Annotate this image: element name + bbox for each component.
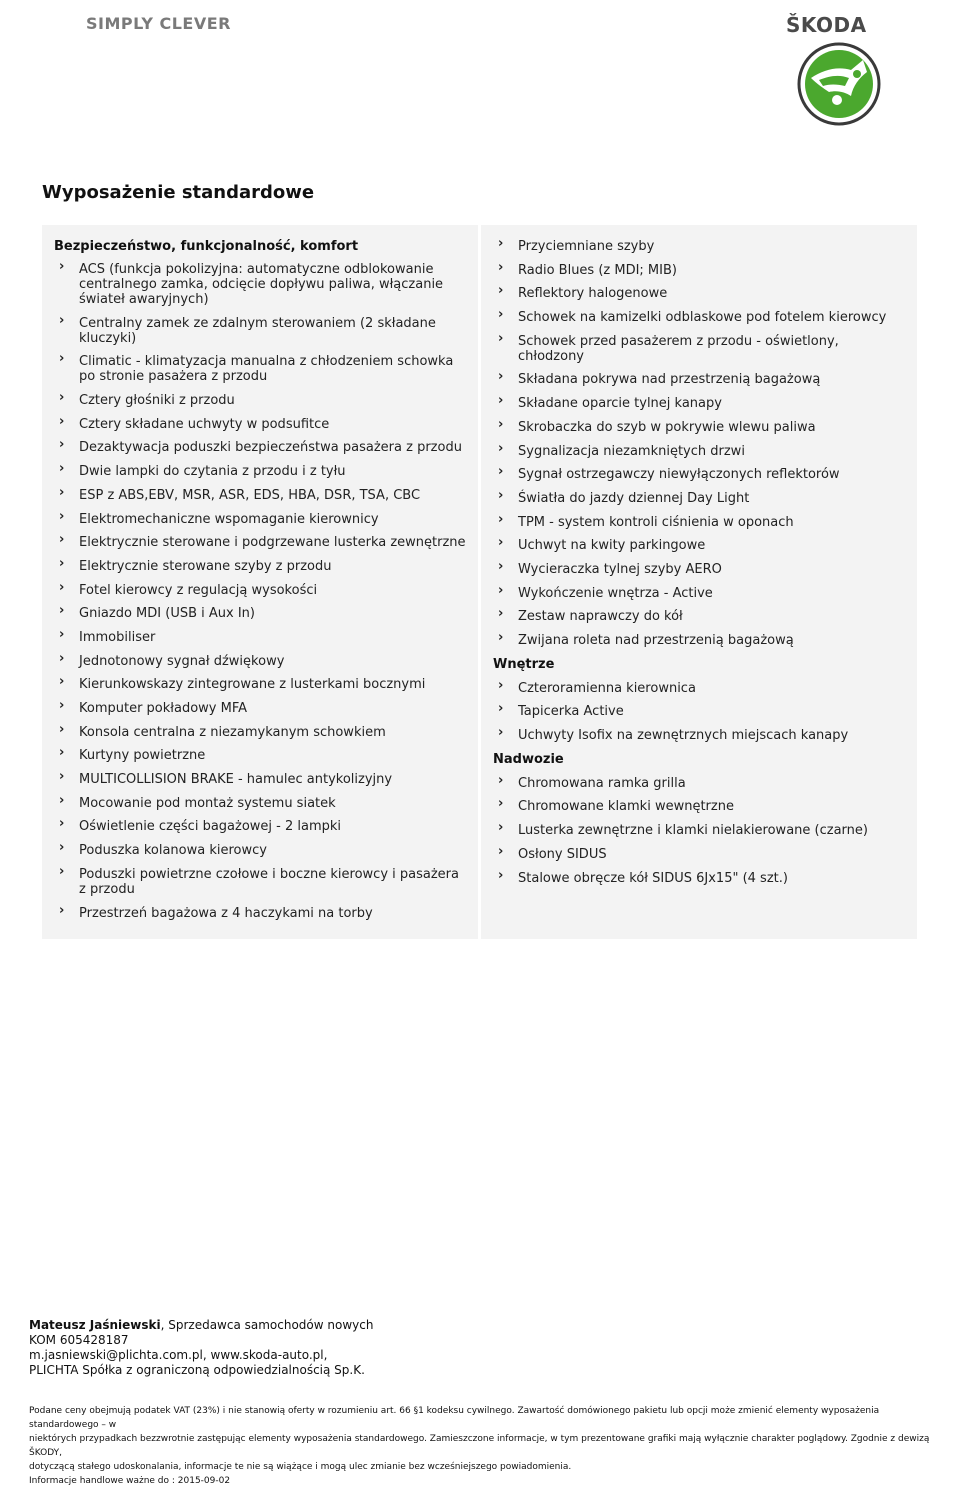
list-item [54, 840, 466, 859]
contact-email-web: m.jasniewski@plichta.com.pl, www.skoda-auto.pl, [29, 1348, 328, 1362]
chevron-right-icon: › [498, 606, 504, 622]
list-item [493, 677, 905, 696]
chevron-right-icon: › [498, 772, 504, 788]
list-item [54, 626, 466, 645]
disclaimer [29, 1404, 939, 1488]
chevron-right-icon: › [59, 745, 65, 761]
contact-phone: KOM 605428187 [29, 1333, 129, 1347]
contact-name-line [29, 1318, 939, 1333]
list-item [54, 484, 466, 503]
list-item-text: Radio Blues (z MDI; MIB) [518, 262, 677, 278]
list-item-text: Uchwyty Isofix na zewnętrznych miejscach kanapy [518, 728, 849, 744]
chevron-right-icon: › [59, 508, 65, 524]
chevron-right-icon: › [498, 416, 504, 432]
list-item [493, 843, 905, 862]
list-item [493, 236, 905, 254]
equipment-list-body [493, 772, 905, 886]
list-item-text: Wykończenie wnętrza - Active [518, 585, 713, 601]
validity-date: Informacje handlowe ważne do : 2015-09-02 [29, 1476, 231, 1486]
list-item [493, 867, 905, 886]
list-item-text: Przyciemniane szyby [518, 239, 655, 254]
list-item-text: Elektrycznie sterowane szyby z przodu [79, 558, 332, 574]
equipment-panel-left [42, 225, 478, 939]
chevron-right-icon: › [59, 650, 65, 666]
list-item-text: Chromowane klamki wewnętrzne [518, 799, 734, 815]
chevron-right-icon: › [498, 820, 504, 836]
chevron-right-icon: › [59, 413, 65, 429]
list-item [54, 413, 466, 432]
list-item-text: Centralny zamek ze zdalnym sterowaniem (2 składane kluczyki) [79, 315, 436, 346]
section-heading-safety: Bezpieczeństwo, funkcjonalność, komfort [54, 239, 359, 254]
list-item-text: Poduszki powietrzne czołowe i boczne kierowcy i pasażera z przodu [79, 866, 459, 897]
list-item [54, 508, 466, 527]
chevron-right-icon: › [59, 840, 65, 856]
list-item [493, 369, 905, 388]
list-item-text: Stalowe obręcze kół SIDUS 6Jx15" (4 szt.) [518, 870, 788, 886]
contact-role: , Sprzedawca samochodów nowych [160, 1318, 374, 1332]
chevron-right-icon: › [498, 558, 504, 574]
chevron-right-icon: › [498, 843, 504, 859]
list-item-text: Skrobaczka do szyb w pokrywie wlewu paliwa [518, 419, 816, 435]
list-item-text: Gniazdo MDI (USB i Aux In) [79, 606, 255, 622]
list-item-text: Climatic - klimatyzacja manualna z chłodzeniem schowka po stronie pasażera z przodu [79, 354, 454, 385]
chevron-right-icon: › [498, 701, 504, 717]
chevron-right-icon: › [498, 393, 504, 409]
list-item-text: Sygnał ostrzegawczy niewyłączonych reflektorów [518, 467, 840, 483]
list-item [493, 511, 905, 530]
chevron-right-icon: › [498, 511, 504, 527]
list-item-text: Osłony SIDUS [518, 846, 607, 862]
chevron-right-icon: › [59, 792, 65, 808]
list-item [493, 725, 905, 744]
list-item [54, 863, 466, 897]
chevron-right-icon: › [59, 437, 65, 453]
equipment-list-interior [493, 677, 905, 744]
list-item-text: Poduszka kolanowa kierowcy [79, 843, 267, 859]
list-item [54, 555, 466, 574]
list-item-text: Składana pokrywa nad przestrzenią bagażową [518, 372, 821, 388]
list-item-text: Wycieraczka tylnej szyby AERO [518, 561, 722, 577]
chevron-right-icon: › [498, 236, 504, 251]
equipment-list-right [493, 236, 905, 648]
list-item-text: Kierunkowskazy zintegrowane z lusterkami bocznymi [79, 677, 426, 693]
list-item [54, 390, 466, 409]
list-item-text: Lusterka zewnętrzne i klamki nielakierowane (czarne) [518, 823, 868, 839]
chevron-right-icon: › [498, 330, 504, 346]
list-item-text: Konsola centralna z niezamykanym schowkiem [79, 724, 386, 740]
list-item-text: Elektromechaniczne wspomaganie kierownicy [79, 511, 379, 527]
chevron-right-icon: › [59, 769, 65, 785]
chevron-right-icon: › [59, 863, 65, 879]
list-item [54, 792, 466, 811]
list-item [54, 745, 466, 764]
list-item [493, 330, 905, 364]
list-item [54, 437, 466, 456]
chevron-right-icon: › [59, 484, 65, 500]
chevron-right-icon: › [59, 259, 65, 274]
list-item-text: Elektrycznie sterowane i podgrzewane lusterka zewnętrzne [79, 535, 466, 551]
footer [29, 1318, 939, 1488]
brand-name: ŠKODA [786, 13, 867, 37]
list-item-text: Czteroramienna kierownica [518, 680, 696, 696]
list-item-text: Schowek przed pasażerem z przodu - oświetlony, chłodzony [518, 333, 839, 364]
list-item [493, 259, 905, 278]
chevron-right-icon: › [498, 796, 504, 812]
chevron-right-icon: › [59, 816, 65, 832]
list-item [54, 579, 466, 598]
list-item-text: Jednotonowy sygnał dźwiękowy [79, 653, 285, 669]
chevron-right-icon: › [59, 721, 65, 737]
chevron-right-icon: › [498, 535, 504, 551]
chevron-right-icon: › [498, 725, 504, 741]
list-item [54, 532, 466, 551]
list-item-text: Immobiliser [79, 629, 156, 645]
chevron-right-icon: › [59, 461, 65, 477]
list-item [54, 902, 466, 921]
list-item [54, 698, 466, 716]
tagline: SIMPLY CLEVER [86, 14, 231, 33]
list-item-text: Składane oparcie tylnej kanapy [518, 396, 722, 412]
list-item [54, 650, 466, 669]
contact-block [29, 1318, 939, 1378]
list-item-text: Cztery składane uchwyty w podsufitce [79, 416, 330, 432]
chevron-right-icon: › [59, 555, 65, 571]
list-item [493, 772, 905, 791]
contact-company: PLICHTA Spółka z ograniczoną odpowiedzialnością Sp.K. [29, 1363, 365, 1377]
chevron-right-icon: › [498, 867, 504, 883]
skoda-logo-icon [797, 42, 881, 126]
list-item-text: Zestaw naprawczy do kół [518, 609, 683, 625]
list-item [54, 312, 466, 346]
list-item [493, 535, 905, 554]
list-item [493, 701, 905, 720]
list-item-text: Chromowana ramka grilla [518, 775, 686, 791]
chevron-right-icon: › [59, 312, 65, 328]
list-item [493, 582, 905, 601]
list-item-text: Reflektory halogenowe [518, 286, 668, 302]
list-item-text: Schowek na kamizelki odblaskowe pod fotelem kierowcy [518, 310, 887, 326]
list-item-text: Światła do jazdy dziennej Day Light [518, 490, 750, 506]
chevron-right-icon: › [498, 582, 504, 598]
list-item [54, 721, 466, 740]
chevron-right-icon: › [498, 464, 504, 480]
chevron-right-icon: › [59, 698, 65, 713]
list-item [54, 769, 466, 788]
list-item [493, 558, 905, 577]
chevron-right-icon: › [59, 532, 65, 548]
list-item [493, 606, 905, 625]
chevron-right-icon: › [498, 440, 504, 456]
disclaimer-line-2: niektórych przypadkach bezzwrotnie zastępując elementy wyposażenia standardowego. Zamieszczone informacje, w tym prezentowane grafiki mają wyłącznie charakter poglądowy. Zgodnie z dewizą ŠKODY, [29, 1434, 930, 1458]
chevron-right-icon: › [59, 603, 65, 619]
list-item [54, 674, 466, 693]
chevron-right-icon: › [59, 579, 65, 595]
list-item-text: Przestrzeń bagażowa z 4 haczykami na torby [79, 905, 373, 921]
equipment-panel-right [481, 225, 917, 939]
list-item [493, 393, 905, 412]
list-item-text: Dezaktywacja poduszki bezpieczeństwa pasażera z przodu [79, 440, 462, 456]
section-heading-body: Nadwozie [493, 751, 564, 767]
list-item-text: Dwie lampki do czytania z przodu i z tyłu [79, 464, 346, 480]
list-item-text: Zwijana roleta nad przestrzenią bagażową [518, 633, 794, 648]
chevron-right-icon: › [59, 351, 65, 367]
chevron-right-icon: › [498, 487, 504, 503]
chevron-right-icon: › [498, 677, 504, 693]
list-item-text: Fotel kierowcy z regulacją wysokości [79, 582, 318, 598]
disclaimer-line-3: dotyczącą stałego udoskonalania, informacje te nie są wiążące i mogą ulec zmianie bez wcześniejszego powiadomienia. [29, 1462, 572, 1472]
list-item [493, 283, 905, 302]
list-item-text: Mocowanie pod montaż systemu siatek [79, 795, 336, 811]
list-item [493, 416, 905, 435]
chevron-right-icon: › [498, 369, 504, 385]
list-item-text: ESP z ABS,EBV, MSR, ASR, EDS, HBA, DSR, TSA, CBC [79, 487, 421, 503]
list-item-text: MULTICOLLISION BRAKE - hamulec antykolizyjny [79, 772, 393, 788]
list-item [493, 630, 905, 648]
list-item-text: Kurtyny powietrzne [79, 748, 206, 764]
list-item-text: ACS (funkcja pokolizyjna: automatyczne odblokowanie centralnego zamka, odcięcie dopływu paliwa, włączanie świateł awaryjnych) [79, 262, 444, 307]
list-item [54, 461, 466, 480]
chevron-right-icon: › [59, 390, 65, 406]
list-item-text: Tapicerka Active [518, 704, 624, 720]
list-item-text: Uchwyt na kwity parkingowe [518, 538, 706, 554]
chevron-right-icon: › [498, 259, 504, 275]
list-item-text: Oświetlenie części bagażowej - 2 lampki [79, 819, 342, 835]
contact-name: Mateusz Jaśniewski [29, 1318, 161, 1332]
chevron-right-icon: › [59, 902, 65, 918]
list-item [54, 259, 466, 307]
list-item [493, 820, 905, 839]
list-item [493, 487, 905, 506]
list-item [493, 307, 905, 326]
equipment-list-left [54, 259, 466, 921]
chevron-right-icon: › [59, 674, 65, 690]
list-item [493, 464, 905, 483]
list-item-text: Cztery głośniki z przodu [79, 393, 235, 409]
list-item [54, 603, 466, 622]
list-item-text: Komputer pokładowy MFA [79, 701, 248, 716]
list-item-text: TPM - system kontroli ciśnienia w oponach [518, 514, 794, 530]
chevron-right-icon: › [498, 307, 504, 323]
section-heading-interior: Wnętrze [493, 656, 555, 672]
disclaimer-line-1: Podane ceny obejmują podatek VAT (23%) i nie stanowią oferty w rozumieniu art. 66 §1 kodeksu cywilnego. Zawartość domówionego pakietu lub opcji może zmienić elementy wyposażenia standardowego – w [29, 1406, 880, 1430]
list-item [54, 351, 466, 385]
chevron-right-icon: › [498, 283, 504, 299]
list-item-text: Sygnalizacja niezamkniętych drzwi [518, 443, 745, 459]
list-item [493, 796, 905, 815]
list-item [493, 440, 905, 459]
chevron-right-icon: › [59, 626, 65, 642]
list-item [54, 816, 466, 835]
page-title: Wyposażenie standardowe [42, 182, 315, 203]
chevron-right-icon: › [498, 630, 504, 645]
